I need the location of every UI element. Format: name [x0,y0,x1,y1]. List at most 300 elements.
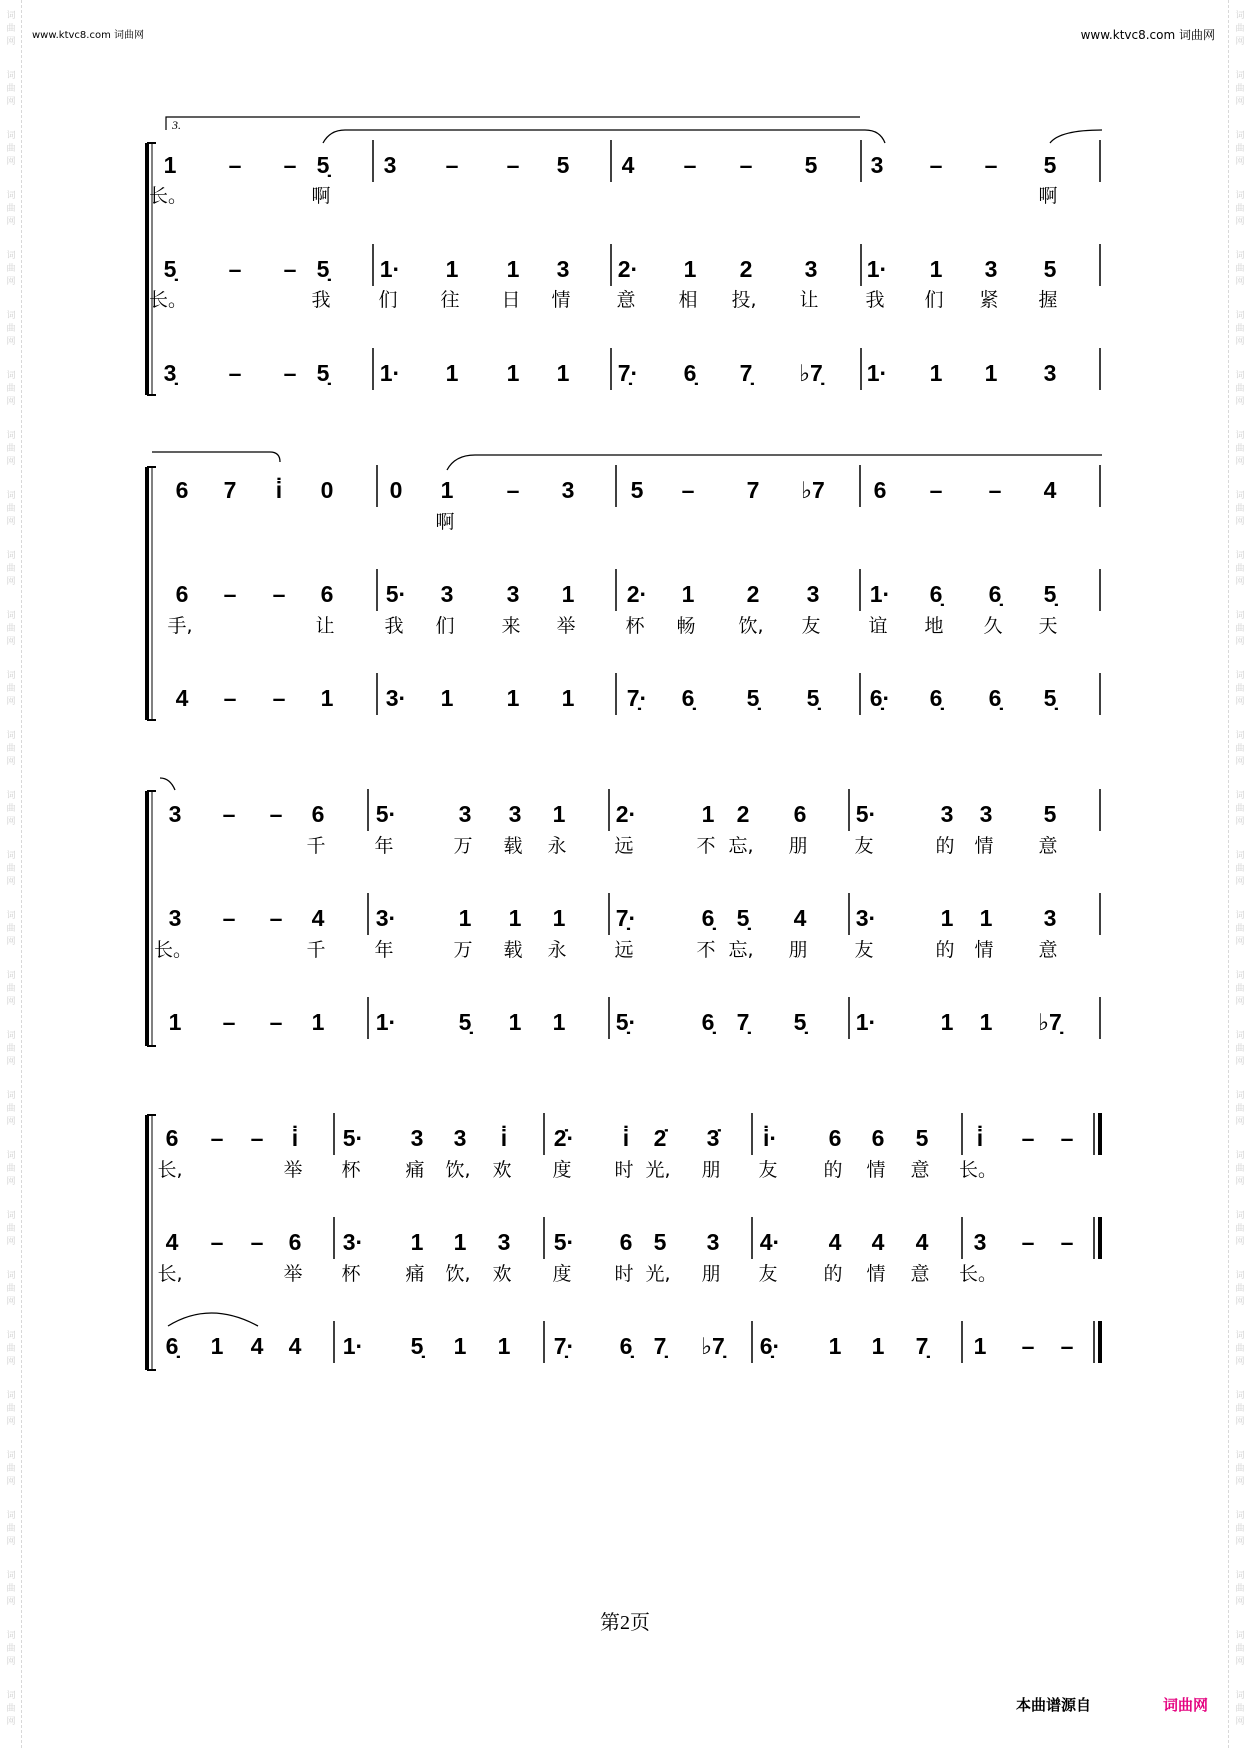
watermark-glyph: 网 [6,1657,16,1667]
watermark-glyph: 网 [1235,997,1245,1007]
lyric-syllable: 度 [552,1159,572,1181]
watermark-glyph: 网 [6,337,16,347]
score-note: i̇ [291,1125,299,1151]
watermark-glyph: 网 [6,1417,16,1427]
lyric-syllable: 的 [823,1159,843,1181]
score-note: i̇· [762,1125,778,1151]
lyric-syllable: 意 [910,1159,930,1181]
lyric-syllable: 意 [616,289,636,311]
watermark-glyph: 词 [6,1151,16,1161]
score-note: 0 [320,477,334,503]
watermark-glyph: 词 [1235,791,1245,801]
watermark-glyph: 词 [6,1211,16,1221]
watermark-glyph: 词 [1235,1691,1245,1701]
watermark-glyph: 网 [1235,877,1245,887]
watermark-glyph: 网 [1235,1537,1245,1547]
watermark-glyph: 词 [1235,1091,1245,1101]
score-note: 6̣ [929,581,943,607]
lyric-syllable: 情 [866,1263,886,1285]
watermark-glyph: 曲 [1235,324,1245,334]
score-note: 3̣ [163,360,177,386]
watermark-glyph: 曲 [1235,1404,1245,1414]
watermark-glyph: 词 [6,1451,16,1461]
lyric-syllable: 情 [974,939,994,961]
score-note: – [506,477,520,503]
watermark-glyph: 曲 [6,1344,16,1354]
score-note: 6̣ [681,685,695,711]
score-note: i̇ [275,477,283,503]
score-note: 3̇ [706,1125,720,1151]
watermark-glyph: 词 [6,1511,16,1521]
watermark-glyph: 网 [1235,1417,1245,1427]
score-note: 3· [385,685,407,711]
score-note: 4 [288,1333,302,1359]
lyric-syllable: 意 [1038,939,1058,961]
lyric-syllable: 忘, [728,939,754,961]
watermark-glyph: 曲 [1235,1104,1245,1114]
watermark-glyph: 网 [6,1057,16,1067]
score-note: – [683,152,697,178]
watermark-glyph: 曲 [6,1164,16,1174]
watermark-glyph: 词 [6,371,16,381]
watermark-glyph: 曲 [1235,564,1245,574]
score-note: 5̣ [1043,685,1057,711]
score-note: 1 [163,152,177,178]
footer-source-label: 本曲谱源自 [1016,1696,1092,1714]
score-note: – [739,152,753,178]
score-note: 3 [168,905,182,931]
watermark-glyph: 曲 [6,1284,16,1294]
score-note: – [222,1009,236,1035]
score-note: 6̣ [619,1333,633,1359]
score-note: – [250,1125,264,1151]
score-note: 5̣ [316,152,330,178]
score-note: 1 [320,685,334,711]
lyric-syllable: 我 [311,289,331,311]
score-note: 1 [497,1333,511,1359]
watermark-glyph: 曲 [1235,624,1245,634]
watermark-glyph: 词 [6,731,16,741]
score-note: 4 [175,685,189,711]
score-note: – [984,152,998,178]
watermark-glyph: 网 [1235,1597,1245,1607]
score-note: 7̣· [617,360,639,386]
slur-arc [160,778,175,790]
score-note: 1 [871,1333,885,1359]
watermark-glyph: 网 [6,697,16,707]
score-note: – [1021,1333,1035,1359]
watermark-glyph: 曲 [6,1464,16,1474]
watermark-glyph: 曲 [1235,1524,1245,1534]
score-note: 5̣ [1043,581,1057,607]
score-note: 6 [871,1125,885,1151]
watermark-glyph: 网 [1235,1297,1245,1307]
score-note: 1 [984,360,998,386]
lyric-syllable: 意 [1038,835,1058,857]
lyric-syllable: 握 [1038,289,1058,311]
watermark-glyph: 网 [1235,1117,1245,1127]
score-note: i̇ [622,1125,630,1151]
score-note: 3· [375,905,397,931]
watermark-glyph: 词 [1235,1631,1245,1641]
watermark-glyph: 曲 [6,624,16,634]
watermark-glyph: 词 [1235,1511,1245,1521]
lyric-syllable: 们 [924,289,944,311]
lyric-syllable: 长。 [958,1263,998,1285]
watermark-glyph: 曲 [6,804,16,814]
watermark-glyph: 网 [6,1117,16,1127]
lyric-syllable: 啊 [311,185,331,207]
score-note: 6 [828,1125,842,1151]
watermark-glyph: 曲 [1235,1044,1245,1054]
lyric-syllable: 情 [974,835,994,857]
score-note: 1· [855,1009,877,1035]
score-note: ♭7̣ [799,360,823,386]
score-note: 3 [556,256,570,282]
score-note: 1 [940,1009,954,1035]
watermark-glyph: 网 [1235,757,1245,767]
watermark-glyph: 网 [1235,457,1245,467]
score-note: 4 [793,905,807,931]
score-note: 3 [508,801,522,827]
lyric-syllable: 友 [854,835,874,857]
score-note: – [228,152,242,178]
lyric-syllable: 让 [315,615,335,637]
score-note: – [929,477,943,503]
watermark-glyph: 网 [6,1237,16,1247]
watermark-glyph: 词 [6,1691,16,1701]
watermark-glyph: 网 [6,817,16,827]
score-note: 5 [630,477,644,503]
lyric-syllable: 光, [645,1159,671,1181]
score-note: 1 [440,477,454,503]
score-note: 4 [621,152,635,178]
watermark-glyph: 网 [6,37,16,47]
score-note: – [1060,1333,1074,1359]
score-note: 6̣ [701,1009,715,1035]
score-note: 7̣ [739,360,753,386]
score-note: 6 [873,477,887,503]
watermark-glyph: 曲 [1235,804,1245,814]
watermark-glyph: 网 [6,1477,16,1487]
score-note: 6 [619,1229,633,1255]
score-note: – [283,360,297,386]
lyric-syllable: 千 [306,835,326,857]
score-note: 3 [1043,360,1057,386]
score-note: 2· [626,581,648,607]
score-note: 6 [311,801,325,827]
watermark-glyph: 曲 [6,744,16,754]
score-note: 5· [855,801,877,827]
score-note: 4 [1043,477,1057,503]
score-note: 1 [828,1333,842,1359]
score-note: 1 [210,1333,224,1359]
lyric-syllable: 长。 [153,939,193,961]
score-note: 5̣ [316,256,330,282]
lyric-syllable: 忘, [728,835,754,857]
watermark-glyph: 网 [6,1597,16,1607]
score-note: 5̣ [746,685,760,711]
lyric-syllable: 日 [501,289,521,311]
score-note: – [269,905,283,931]
watermark-glyph: 网 [1235,937,1245,947]
lyric-syllable: 举 [283,1159,303,1181]
watermark-glyph: 网 [6,1717,16,1727]
watermark-glyph: 词 [6,611,16,621]
watermark-glyph: 词 [6,671,16,681]
score-note: 4 [828,1229,842,1255]
score-note: 4 [311,905,325,931]
score-note: 2 [739,256,753,282]
lyric-syllable: 长。 [148,185,188,207]
score-note: 7̣ [736,1009,750,1035]
score-note: 1 [940,905,954,931]
score-note: – [1060,1125,1074,1151]
score-note: – [223,685,237,711]
header-site-right: www.ktvc8.com 词曲网 [1080,28,1215,42]
score-note: i̇ [500,1125,508,1151]
score-note: – [1021,1229,1035,1255]
watermark-glyph: 网 [1235,517,1245,527]
lyric-syllable: 投, [731,289,757,311]
lyric-syllable: 朋 [701,1159,721,1181]
score-note: 1 [410,1229,424,1255]
watermark-glyph: 曲 [1235,504,1245,514]
score-note: 1 [508,905,522,931]
score-note: 6̣ [165,1333,179,1359]
watermark-glyph: 曲 [6,984,16,994]
score-note: 2 [736,801,750,827]
lyric-syllable: 情 [551,289,571,311]
watermark-glyph: 曲 [1235,684,1245,694]
watermark-glyph: 曲 [6,24,16,34]
watermark-glyph: 词 [1235,911,1245,921]
lyric-syllable: 我 [384,615,404,637]
score-note: – [269,1009,283,1035]
watermark-glyph: 曲 [6,264,16,274]
score-note: ♭7 [801,477,825,503]
score-note: 1 [440,685,454,711]
watermark-glyph: 词 [6,791,16,801]
score-note: 1 [561,581,575,607]
watermark-glyph: 曲 [6,84,16,94]
watermark-glyph: 网 [1235,1717,1245,1727]
watermark-glyph: 网 [1235,37,1245,47]
score-note: 3 [979,801,993,827]
watermark-glyph: 网 [1235,1477,1245,1487]
score-note: 1 [552,1009,566,1035]
watermark-glyph: 曲 [6,384,16,394]
lyric-syllable: 友 [801,615,821,637]
score-note: 3 [410,1125,424,1151]
score-note: 5̣ [806,685,820,711]
watermark-glyph: 词 [1235,431,1245,441]
watermark-glyph: 词 [1235,131,1245,141]
score-note: 3 [973,1229,987,1255]
lyric-syllable: 不 [696,835,716,857]
score-note: 1· [379,360,401,386]
lyric-syllable: 的 [935,939,955,961]
watermark-glyph: 曲 [1235,984,1245,994]
watermark-glyph: 网 [1235,217,1245,227]
score-note: 6 [793,801,807,827]
score-note: 6̣· [869,685,891,711]
score-note: – [269,801,283,827]
lyric-syllable: 朋 [701,1263,721,1285]
score-note: – [929,152,943,178]
lyric-syllable: 让 [799,289,819,311]
watermark-glyph: 网 [1235,1657,1245,1667]
lyric-syllable: 友 [854,939,874,961]
score-note: 3· [342,1229,364,1255]
watermark-glyph: 网 [1235,637,1245,647]
watermark-glyph: 网 [1235,397,1245,407]
score-note: 3 [561,477,575,503]
lyric-syllable: 久 [983,615,1003,637]
watermark-glyph: 曲 [6,1404,16,1414]
score-note: 3 [804,256,818,282]
watermark-glyph: 曲 [1235,1284,1245,1294]
lyric-syllable: 万 [453,939,473,961]
watermark-glyph: 词 [6,1091,16,1101]
lyric-syllable: 痛 [405,1263,425,1285]
lyric-syllable: 万 [453,835,473,857]
watermark-glyph: 词 [6,431,16,441]
score-note: 1 [979,1009,993,1035]
lyric-syllable: 痛 [405,1159,425,1181]
watermark-glyph: 曲 [1235,144,1245,154]
score-note: – [228,256,242,282]
score-note: 6̣· [759,1333,781,1359]
score-note: 5 [1043,256,1057,282]
lyric-syllable: 啊 [435,511,455,533]
score-note: 3 [506,581,520,607]
score-note: 1· [869,581,891,607]
score-note: 3 [706,1229,720,1255]
watermark-glyph: 曲 [6,1644,16,1654]
score-note: 1 [683,256,697,282]
lyric-syllable: 地 [924,615,944,637]
lyric-syllable: 举 [556,615,576,637]
watermark-glyph: 词 [6,911,16,921]
watermark-glyph: 曲 [6,1044,16,1054]
watermark-glyph: 词 [6,1331,16,1341]
lyric-syllable: 远 [614,939,634,961]
score-note: 5̣ [410,1333,424,1359]
watermark-glyph: 词 [6,1271,16,1281]
score-note: 6̣ [988,685,1002,711]
watermark-glyph: 网 [6,157,16,167]
score-note: 5̣ [793,1009,807,1035]
watermark-glyph: 词 [1235,1271,1245,1281]
watermark-glyph: 词 [1235,491,1245,501]
watermark-glyph: 网 [6,757,16,767]
score-note: 5̣ [316,360,330,386]
score-note: 0 [389,477,403,503]
lyric-syllable: 手, [167,615,193,637]
score-note: 6̣ [988,581,1002,607]
watermark-glyph: 曲 [1235,204,1245,214]
lyric-syllable: 畅 [676,615,696,637]
watermark-glyph: 曲 [6,1704,16,1714]
score-note: – [988,477,1002,503]
score-note: 5̣ [736,905,750,931]
score-note: 6 [288,1229,302,1255]
score-note: – [506,152,520,178]
lyric-syllable: 我 [865,289,885,311]
watermark-glyph: 网 [6,397,16,407]
watermark-glyph: 曲 [6,924,16,934]
score-note: 6 [320,581,334,607]
score-note: 5 [915,1125,929,1151]
watermark-glyph: 词 [1235,1331,1245,1341]
score-note: – [283,152,297,178]
watermark-glyph: 词 [6,71,16,81]
watermark-glyph: 网 [1235,97,1245,107]
lyric-syllable: 载 [503,835,523,857]
watermark-glyph: 词 [1235,1151,1245,1161]
lyric-syllable: 天 [1038,615,1058,637]
lyric-syllable: 永 [547,835,567,857]
page-number: 第2页 [600,1612,650,1634]
score-note: 3 [1043,905,1057,931]
watermark-glyph: 网 [6,1297,16,1307]
score-note: – [445,152,459,178]
lyric-syllable: 杯 [341,1159,361,1181]
watermark-glyph: 网 [1235,337,1245,347]
score-note: – [228,360,242,386]
score-note: – [272,685,286,711]
watermark-glyph: 词 [6,1571,16,1581]
score-note: 3 [440,581,454,607]
score-note: 1 [552,905,566,931]
score-note: 4 [250,1333,264,1359]
score-note: 5̣· [615,1009,637,1035]
score-note: 5 [556,152,570,178]
watermark-glyph: 词 [1235,251,1245,261]
score-note: 7 [223,477,237,503]
watermark-glyph: 曲 [1235,1464,1245,1474]
footer-brand-link[interactable]: 词曲网 [1163,1696,1209,1714]
score-note: 5· [375,801,397,827]
lyric-syllable: 友 [758,1159,778,1181]
watermark-glyph: 曲 [1235,1224,1245,1234]
watermark-glyph: 曲 [6,144,16,154]
watermark-glyph: 曲 [1235,1344,1245,1354]
lyric-syllable: 光, [645,1263,671,1285]
watermark-glyph: 词 [1235,671,1245,681]
watermark-glyph: 曲 [6,204,16,214]
score-note: 3 [806,581,820,607]
score-note: 7̣· [626,685,648,711]
score-note: 1 [561,685,575,711]
lyric-syllable: 饮, [445,1159,471,1181]
score-note: 6 [175,581,189,607]
watermark-glyph: 曲 [6,1524,16,1534]
watermark-glyph: 曲 [6,1224,16,1234]
score-note: 3· [855,905,877,931]
slur-arc [323,130,885,143]
slur-arc [447,455,1102,470]
lyric-syllable: 永 [547,939,567,961]
score-note: 3 [984,256,998,282]
score-note: 1 [701,801,715,827]
watermark-glyph: 曲 [1235,1164,1245,1174]
watermark-glyph: 词 [6,971,16,981]
watermark-glyph: 词 [6,551,16,561]
watermark-glyph: 曲 [6,504,16,514]
watermark-glyph: 曲 [6,564,16,574]
